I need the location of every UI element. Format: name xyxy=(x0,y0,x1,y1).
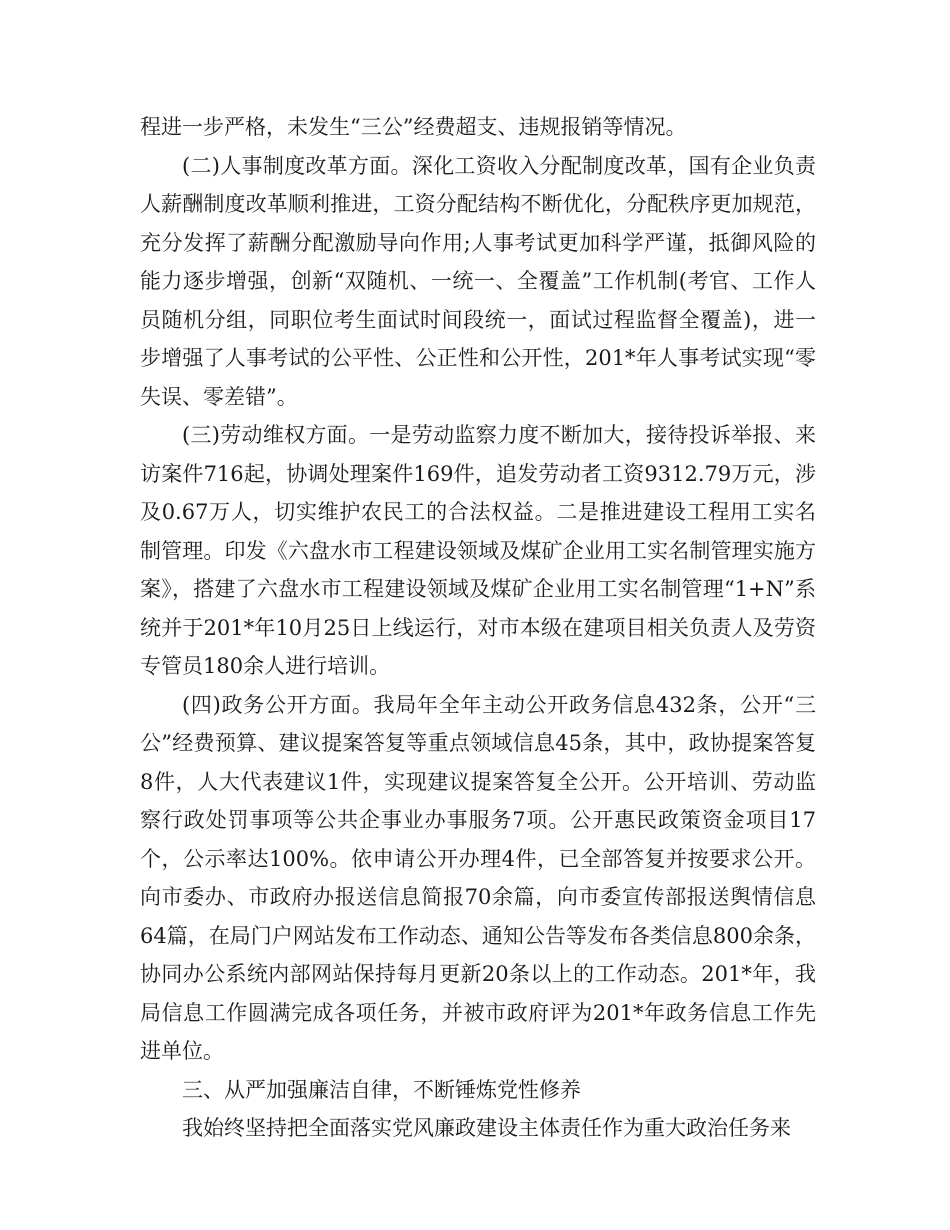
paragraph-integrity: 我始终坚持把全面落实党风廉政建设主体责任作为重大政治任务来 xyxy=(182,1116,791,1140)
paragraph-labor-rights: (三)劳动维权方面。一是劳动监察力度不断加大，接待投诉举报、来访案件716起，协调处理案件169件，追发劳动者工资9312.79万元，涉及0.67万人，切实维护农民工的合法权益。二是推进建设工程用工实名制管理。印发《六盘水市工程建设领域及煤矿企业用工实名制管理实施方案》，搭建了六盘水市工程建设领域及煤矿企业用工实名制管理“1+N”系统并于201*年10月25日上线运行，对市本级在建项目相关负责人及劳资专管员180余人进行培训。 xyxy=(140,423,816,678)
paragraph-government-affairs: (四)政务公开方面。我局年全年主动公开政务信息432条，公开“三公”经费预算、建议提案答复等重点领域信息45条，其中，政协提案答复8件，人大代表建议1件，实现建议提案答复全公开。公开培训、劳动监察行政处罚事项等公共企事业办事服务7项。公开惠民政策资金项目17个，公示率达100%。依申请公开办理4件，已全部答复并按要求公开。向市委办、市政府办报送信息简报70余篇，向市委宣传部报送舆情信息64篇，在局门户网站发布工作动态、通知公告等发布各类信息800余条，协同办公系统内部网站保持每月更新20条以上的工作动态。201*年，我局信息工作圆满完成各项任务，并被市政府评为201*年政务信息工作先进单位。 xyxy=(140,692,816,1063)
paragraph-continuation: 程进一步严格，未发生“三公”经费超支、违规报销等情况。 xyxy=(140,115,687,139)
section-heading: 三、从严加强廉洁自律，不断锤炼党性修养 xyxy=(182,1077,581,1102)
document-body xyxy=(140,108,816,1148)
paragraph-personnel-reform: (二)人事制度改革方面。深化工资收入分配制度改革，国有企业负责人薪酬制度改革顺利推进，工资分配结构不断优化，分配秩序更加规范，充分发挥了薪酬分配激励导向作用;人事考试更加科学严谨，抵御风险的能力逐步增强，创新“双随机、一统一、全覆盖”工作机制(考官、工作人员随机分组，同职位考生面试时间段统一，面试过程监督全覆盖)，进一步增强了人事考试的公平性、公正性和公开性，201*年人事考试实现“零失误、零差错”。 xyxy=(140,153,816,409)
